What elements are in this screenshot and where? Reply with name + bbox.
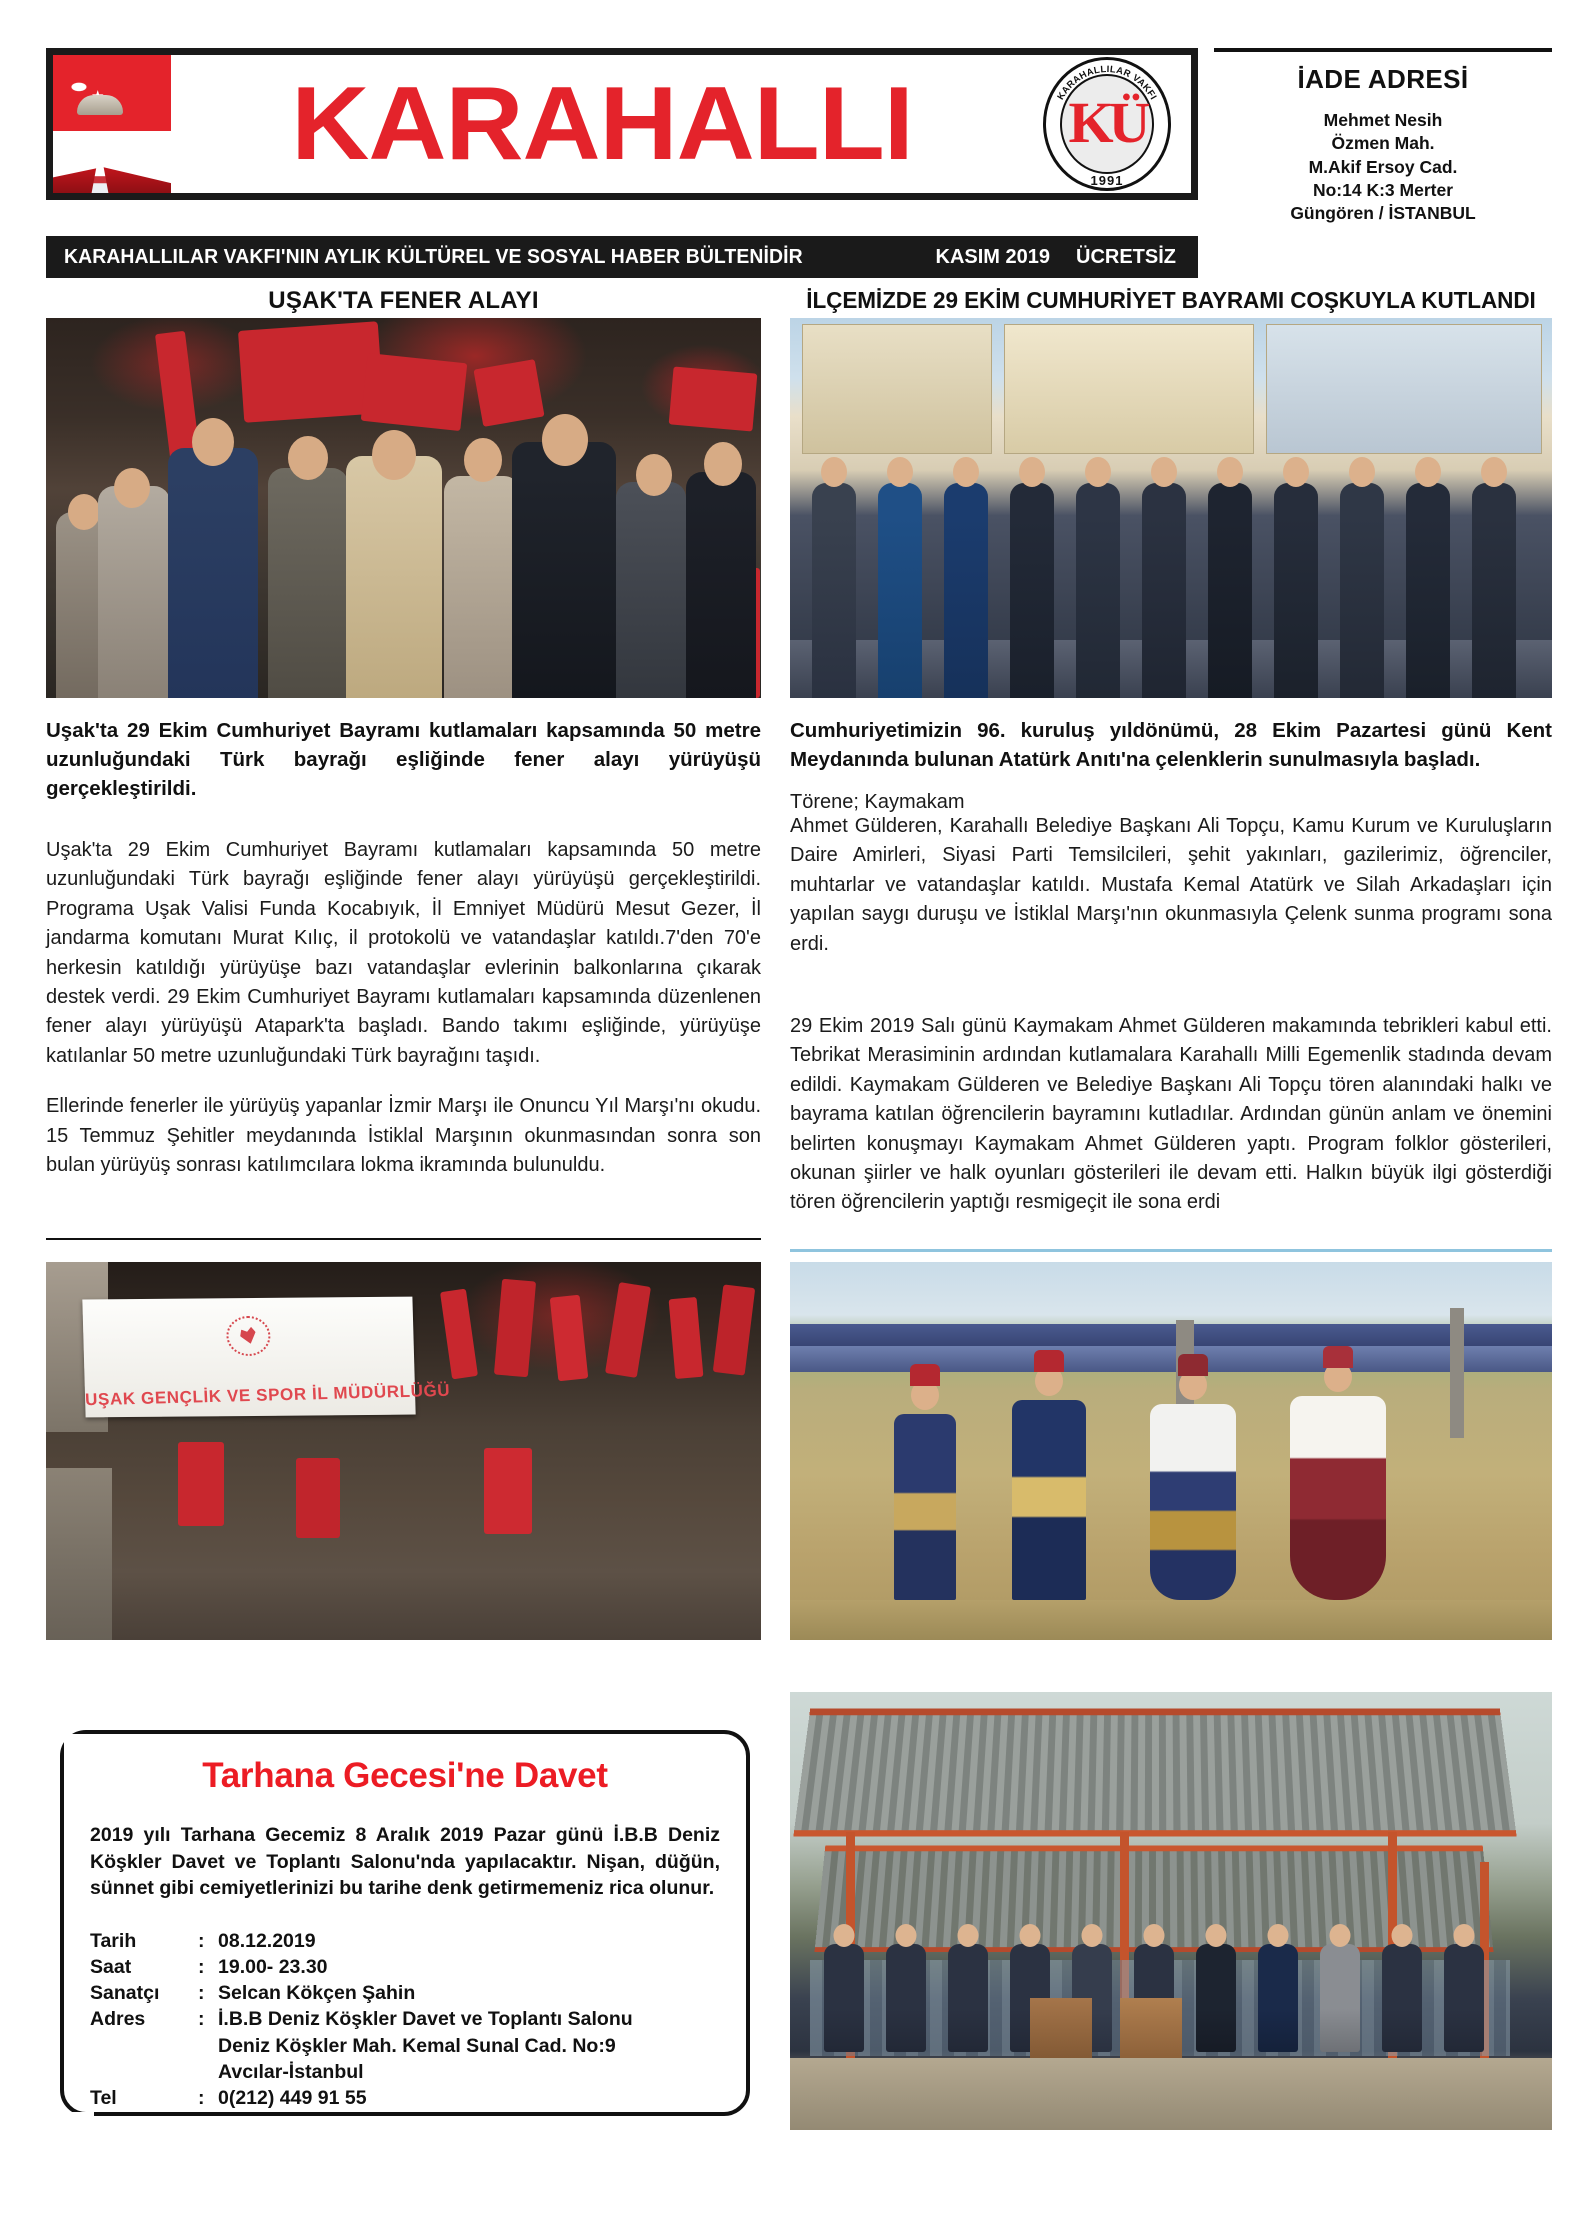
detail-value-date: 08.12.2019 [218, 1929, 316, 1952]
logo-year: 1991 [1090, 173, 1124, 188]
invitation-detail-row [90, 2085, 746, 2111]
background-building [802, 324, 992, 454]
ceremony-person [1472, 483, 1516, 698]
vakif-logo [1033, 54, 1181, 194]
crowd-head [636, 454, 672, 496]
right-article-lede: Cumhuriyetimizin 96. kuruluş yıldönümü, 28 Ekim Pazartesi günü Kent Meydanında bulunan Atatürk Anıtı'na çelenklerin sunulmasıyla başladı. [790, 719, 1552, 772]
canopy-roof-upper [793, 1709, 1516, 1837]
ataturk-collar [85, 167, 115, 193]
invitation-detail-row [90, 2006, 746, 2032]
nameplate [171, 66, 1033, 182]
dancer-hat-icon [1178, 1354, 1208, 1376]
return-address-rule [1214, 48, 1552, 52]
utility-pole [1450, 1308, 1464, 1438]
photo-ceremony-lineup [790, 318, 1552, 698]
tagline-bar [46, 236, 1198, 278]
invitation-details [90, 1928, 746, 2112]
issue-date: KASIM 2019 [935, 245, 1050, 268]
left-column-divider [46, 1238, 761, 1240]
right-article-body-1 [790, 812, 1552, 959]
detail-label-address: Adres [90, 2008, 146, 2031]
right-article-headline: İLÇEMİZDE 29 EKİM CUMHURİYET BAYRAMI COŞKUYLA KUTLANDI [806, 287, 1536, 313]
crowd-head [192, 418, 234, 466]
return-address-block [1214, 48, 1552, 225]
flag-shape [669, 1297, 704, 1379]
detail-colon: : [198, 1982, 205, 2005]
masthead-inner [53, 55, 1191, 193]
crowd-figure [444, 476, 520, 698]
invitation-body: 2019 yılı Tarhana Gecemiz 8 Aralık 2019 Pazar günü İ.B.B Deniz Köşkler Davet ve Toplantı Salonu'nda yapılacaktır. Nişan, düğün, sünnet gibi cemiyetlerinizi bu tarihe denk getirmemeniz rica olunur. [90, 1824, 720, 1900]
tagline-text: KARAHALLILAR VAKFI'NIN AYLIK KÜLTÜREL VE SOSYAL HABER BÜLTENİDİR [64, 245, 803, 268]
right-article-body-2 [790, 1012, 1552, 1218]
dancer-hat-icon [1034, 1350, 1064, 1372]
right-article-subline: Törene; Kaymakam [790, 791, 965, 813]
seated-official [824, 1944, 864, 2052]
detail-colon: : [198, 2008, 205, 2031]
flag-shape [550, 1295, 589, 1382]
right-paragraph-2: 29 Ekim 2019 Salı günü Kaymakam Ahmet Gülderen makamında tebrikleri kabul etti. Tebrikat Merasiminin ardından kutlamalara Karahallı Milli Egemenlik stadında devam edildi. Kaymakam Gülderen ve Belediye Başkanı Ali Topçu tören alanındaki halkı ve bayrama katılan öğrencilerin bayramını kutladılar. Ardından günün anlam ve önemini belirten konuşmayı Kaymakam Ahmet Gülderen yaptı. Program folklor gösterileri, okunan şiirler ve halk oyunları gösterileri ile devam etti. Halkın büyük ilgi gösterdiği tören öğrencilerin yaptığı resmigeçit ile sona erdi [790, 1015, 1552, 1214]
detail-label-time: Saat [90, 1955, 132, 1978]
left-article-body [46, 836, 761, 1180]
seated-officer [1258, 1944, 1298, 2052]
logo-monogram: KÜ [1068, 90, 1146, 156]
left-article-lede: Uşak'ta 29 Ekim Cumhuriyet Bayramı kutlamaları kapsamında 50 metre uzunluğundaki Türk bayrağı eşliğinde fener alayı yürüyüşü gerçekleştirildi. [46, 719, 761, 801]
crowd-head [46, 1432, 78, 1468]
concrete-wall [790, 2058, 1552, 2130]
seated-official [1444, 1944, 1484, 2052]
return-address-line-1: Mehmet Nesih [1323, 110, 1443, 130]
seated-official [886, 1944, 926, 2052]
masthead [46, 48, 1198, 200]
crowd-head [372, 430, 416, 480]
crowd-figure [98, 486, 170, 698]
ataturk-portrait [63, 89, 137, 193]
detail-colon: : [198, 1929, 205, 1952]
detail-value-time: 19.00- 23.30 [218, 1955, 328, 1978]
crowd-head [542, 414, 588, 466]
protest-banner [82, 1297, 451, 1418]
ceremony-person [1340, 483, 1384, 698]
detail-value-address-line2: Deniz Köşkler Mah. Kemal Sunal Cad. No:9 [218, 2034, 616, 2057]
dancer-hat-icon [1323, 1346, 1353, 1368]
price-label: ÜCRETSİZ [1076, 245, 1176, 268]
ceremony-person [1076, 483, 1120, 698]
ceremony-person [1406, 483, 1450, 698]
ceremony-person-officer [944, 483, 988, 698]
flag-shape [484, 1448, 532, 1534]
right-column-divider [790, 1249, 1552, 1252]
crowd-head [114, 468, 150, 508]
detail-colon: : [198, 2087, 205, 2110]
crowd-head [464, 438, 502, 482]
crowd-figure [686, 472, 756, 698]
flag-shape [494, 1279, 536, 1378]
crowd-figure [616, 482, 686, 698]
seated-official [948, 1944, 988, 2052]
detail-label-artist: Sanatçı [90, 1982, 160, 2005]
crowd-figure [168, 448, 258, 698]
seated-official [1382, 1944, 1422, 2052]
detail-label-date: Tarih [90, 1929, 137, 1952]
photo-banner-crowd [46, 1262, 761, 1640]
crowd-head [288, 436, 328, 480]
flag-shape [296, 1458, 340, 1538]
crowd-figure [512, 442, 616, 698]
flag-shape [440, 1289, 478, 1380]
left-article-headline: UŞAK'TA FENER ALAYI [268, 287, 539, 314]
crowd-figure [346, 456, 442, 698]
detail-value-phone: 0(212) 449 91 55 [218, 2087, 367, 2110]
folk-dancer-male [1012, 1400, 1086, 1600]
ceremony-person [812, 483, 856, 698]
folk-dancer-female [1150, 1404, 1236, 1600]
left-paragraph-1: Uşak'ta 29 Ekim Cumhuriyet Bayramı kutlamaları kapsamında 50 metre uzunluğundaki Türk bayrağı eşliğinde fener alayı yürüyüşü gerçekleştirildi. Programa Uşak Valisi Funda Kocabıyık, İl Emniyet Müdürü Mesut Gezer, İl jandarma komutanı Murat Kılıç, il protokolü ve vatandaşlar katıldı.7'den 70'e herkesin katıldığı yürüyüşe bazı vatandaşlar evlerinin balkonlarına çıkarak destek verdi. 29 Ekim Cumhuriyet Bayramı kutlamaları kapsamında düzenlenen fener alayı yürüyüşü Atapark'ta başladı. Bando takımı eşliğinde, yürüyüşe katılanlar 50 metre uzunluğundaki Türk bayrağını taşıdı. [46, 839, 761, 1067]
crowd-figure [46, 1468, 112, 1640]
right-paragraph-1: Ahmet Gülderen, Karahallı Belediye Başkanı Ali Topçu, Kamu Kurum ve Kuruluşların Daire Amirleri, Siyasi Parti Temsilcileri, şehit yakınları, gazilerimiz, öğrenciler, muhtarlar ve vatandaşlar katıldı. Mustafa Kemal Atatürk ve Silah Arkadaşları için yapılan saygı duruşu ve İstiklal Marşı'nın okunmasıyla Çelenk sunma programı sona erdi. [790, 815, 1552, 955]
detail-value-artist: Selcan Kökçen Şahin [218, 1982, 416, 2005]
return-address-line-2: Özmen Mah. [1331, 133, 1435, 154]
return-address-line-5: Güngören / İSTANBUL [1290, 203, 1476, 224]
left-paragraph-2: Ellerinde fenerler ile yürüyüş yapanlar İzmir Marşı ile Onuncu Yıl Marşı'nı okudu. 15 Temmuz Şehitler meydanında İstiklal Marşının okunmasından sonra son bulan yürüyüş sonrası katılımcılara lokma ikramında bulunuldu. [46, 1095, 761, 1176]
seated-official [1320, 1944, 1360, 2052]
invitation-box [60, 1730, 750, 2116]
return-address-title: İADE ADRESİ [1297, 64, 1469, 94]
return-address-line-3: M.Akif Ersoy Cad. [1308, 156, 1458, 177]
ceremony-person [878, 483, 922, 698]
dancer-hat-icon [910, 1364, 940, 1386]
invitation-detail-row [90, 1980, 746, 2006]
background-building [1004, 324, 1254, 454]
return-address-line-4: No:14 K:3 Merter [1312, 179, 1454, 200]
detail-value-address: İ.B.B Deniz Köşkler Davet ve Toplantı Salonu [218, 2008, 633, 2031]
photo-folk-dance [790, 1262, 1552, 1640]
spectator-row [790, 1324, 1552, 1346]
ceremony-person [1274, 483, 1318, 698]
flag-shape [713, 1284, 755, 1375]
ceremony-person [1142, 483, 1186, 698]
flag-shape [361, 353, 468, 431]
background-building [1266, 324, 1542, 454]
banner-emblem-icon [226, 1316, 271, 1356]
field-ground [790, 1600, 1552, 1640]
banner-text: UŞAK GENÇLİK VE SPOR İL MÜDÜRLÜĞÜ [84, 1380, 451, 1410]
invitation-title: Tarhana Gecesi'ne Davet [202, 1756, 608, 1795]
seated-officer [1196, 1944, 1236, 2052]
crowd-head [68, 494, 100, 530]
photo-grandstand-officials [790, 1692, 1552, 2130]
publication-title: KARAHALLI [291, 66, 913, 182]
logo-ring-upper: KARAHALLILAR VAKFI [1054, 62, 1160, 102]
invitation-detail-row [90, 1954, 746, 1980]
flag-shape [473, 359, 544, 427]
detail-value-address-line3: Avcılar-İstanbul [218, 2061, 364, 2084]
photo-night-torch-parade [46, 318, 761, 698]
ataturk-hair [77, 95, 123, 115]
spectator-row [790, 1346, 1552, 1372]
detail-label-phone: Tel [90, 2087, 117, 2110]
invitation-detail-row [90, 1928, 746, 1954]
crowd-figure [268, 468, 348, 698]
ceremony-person-officer [1010, 483, 1054, 698]
flag-shape [605, 1282, 651, 1378]
ceremony-person [1208, 483, 1252, 698]
crowd-head [704, 442, 742, 486]
flag-shape [669, 366, 758, 431]
flag-shape [178, 1442, 224, 1526]
detail-colon: : [198, 1955, 205, 1978]
folk-dancer-female [1290, 1396, 1386, 1600]
folk-dancer-male [894, 1414, 956, 1600]
